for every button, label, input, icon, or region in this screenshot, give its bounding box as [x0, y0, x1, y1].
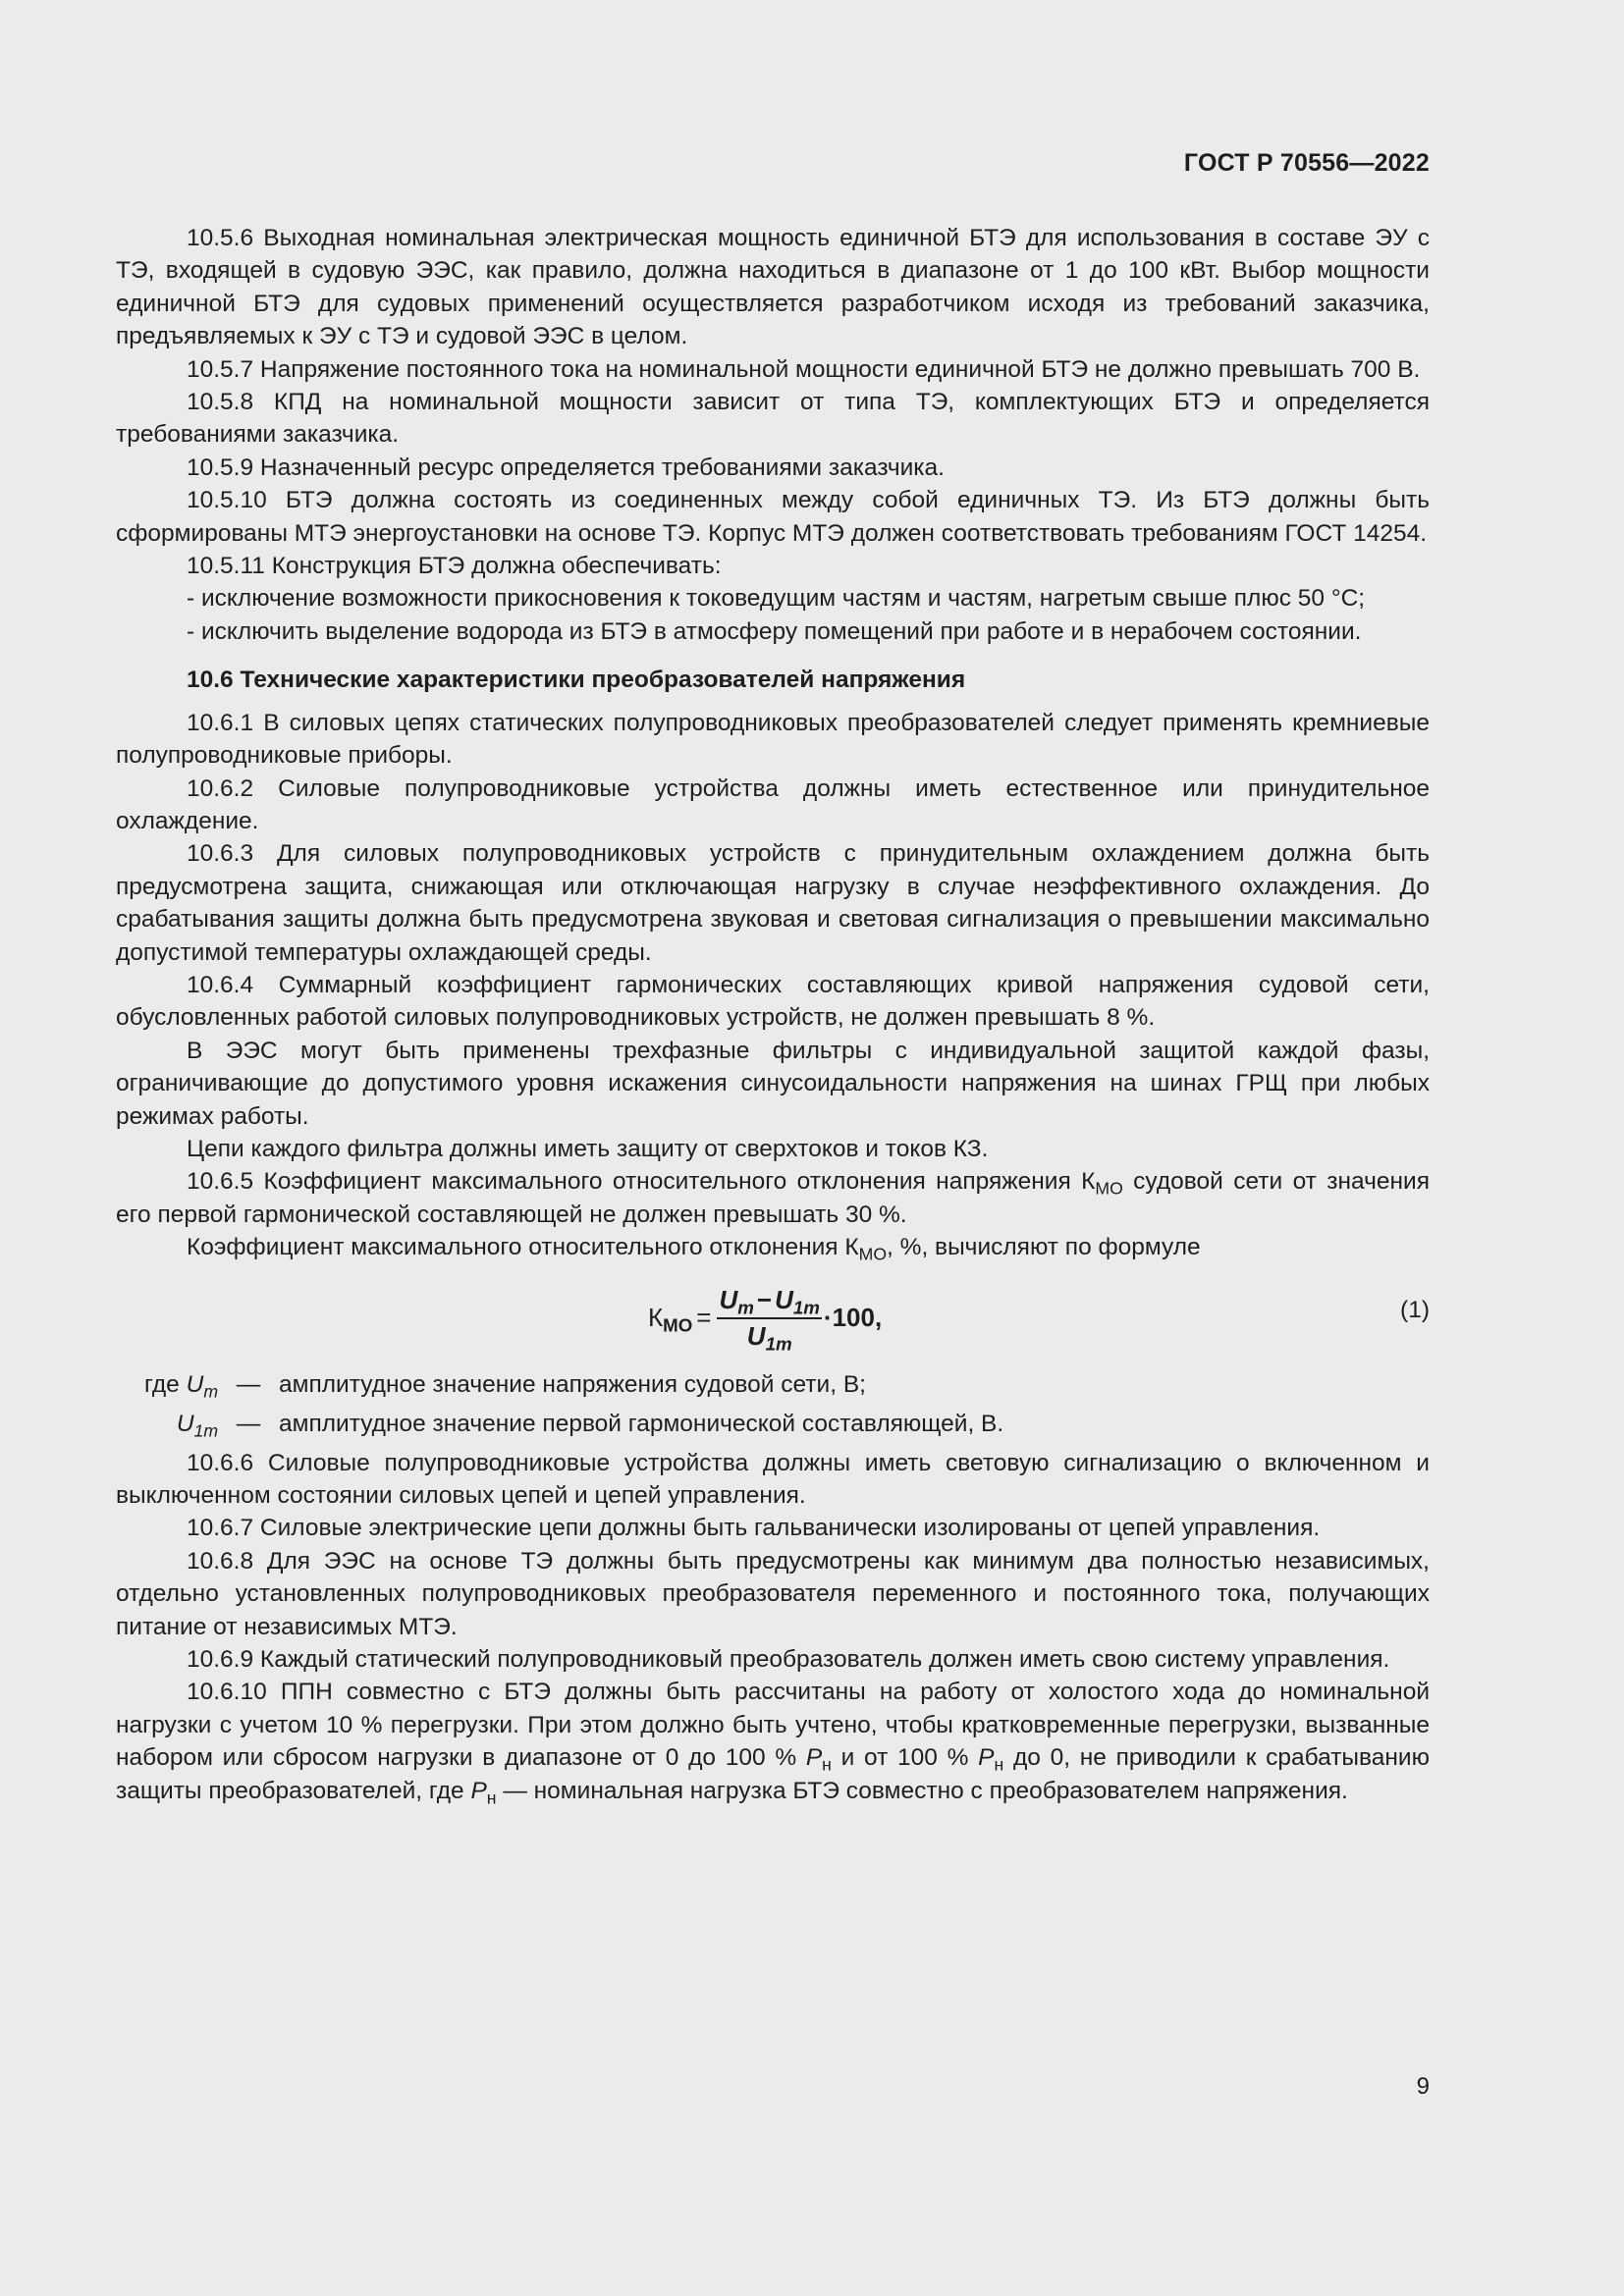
paragraph-10-6-3: 10.6.3 Для силовых полупроводниковых устройств с принудительным охлаждением должна быть предусмотрена защита, снижающая или отключающая нагрузку в случае неэффективного охлаждения. До срабатывания защиты должна быть предусмотрена звуковая и световая сигнализация о превышении максимально допустимой температуры охлаждающей среды. [116, 840, 1430, 966]
paragraph-10-6-8: 10.6.8 Для ЭЭС на основе ТЭ должны быть предусмотрены как минимум два полностью независимых, отдельно установленных полупроводниковых преобразователя переменного и постоянного тока, получающих питание от независимых МТЭ. [116, 1547, 1430, 1640]
paragraph-10-6-5: 10.6.5 Коэффициент максимального относительного отклонения напряжения $К_{МО}$ судовой сети от значения его первой гармонической составляющей не должен превышать 30 %. [116, 1168, 1431, 1228]
formula-number: (1) [1400, 1296, 1430, 1323]
paragraph-10-5-7: 10.5.7 Напряжение постоянного тока на номинальной мощности единичной БТЭ не должно превышать 700 В. [187, 355, 1421, 383]
paragraph-10-5-6: 10.5.6 Выходная номинальная электрическая мощность единичной БТЭ для использования в составе ЭУ с ТЭ, входящей в судовую ЭЭС, как правило, должна находиться в диапазоне от 1 до 100 кВт. Выбор мощности единичной БТЭ для судовых применений осуществляется разработчиком исходя из требований заказчика, предъявляемых к ЭУ с ТЭ и судовой ЭЭС в целом. [116, 225, 1430, 350]
definitions-list [116, 1368, 1430, 1447]
paragraph-10-6-7: 10.6.7 Силовые электрические цепи должны быть гальванически изолированы от цепей управления. [187, 1515, 1321, 1542]
formula-block [116, 1272, 1430, 1362]
formula: $К_{МО}$ = $\frac{U_m - U_{1m}}{U_{1m}}$ ·100, [648, 1284, 883, 1355]
section-heading: 10.6 Технические характеристики преобразователей напряжения [187, 667, 966, 694]
document-body [116, 222, 1430, 1807]
paragraph-10-5-10: 10.5.10 БТЭ должна состоять из соединенных между собой единичных ТЭ. Из БТЭ должны быть сформированы МТЭ энергоустановки на основе ТЭ. Корпус МТЭ должен соответствовать требованиям ГОСТ 14254. [116, 487, 1430, 547]
definition-row: где $U_m$ — амплитудное значение напряжения судовой сети, В; [144, 1370, 866, 1401]
paragraph-10-6-1: 10.6.1 В силовых цепях статических полупроводниковых преобразователей следует применять кремниевые полупроводниковые приборы. [116, 709, 1430, 770]
paragraph-10-6-4: 10.6.4 Суммарный коэффициент гармонических составляющих кривой напряжения судовой сети, обусловленных работой силовых полупроводниковых устройств, не должен превышать 8 %. [116, 971, 1430, 1032]
paragraph-10-5-8: 10.5.8 КПД на номинальной мощности зависит от типа ТЭ, комплектующих БТЭ и определяется требованиями заказчика. [116, 389, 1430, 449]
document-header: ГОСТ Р 70556—2022 [1183, 149, 1430, 177]
paragraph-10-5-11: 10.5.11 Конструкция БТЭ должна обеспечивать: [187, 553, 722, 580]
definition-row: $U_{1m}$ — амплитудное значение первой гармонической составляющей, В. [176, 1410, 1004, 1440]
paragraph-filter-protection: Цепи каждого фильтра должны иметь защиту от сверхтоков и токов КЗ. [187, 1135, 989, 1162]
formula-fraction [717, 1284, 821, 1354]
paragraph-filters: В ЭЭС могут быть применены трехфазные фильтры с индивидуальной защитой каждой фазы, ограничивающие до допустимого уровня искажения синусоидальности напряжения на шинах ГРЩ при любых режимах работы. [116, 1037, 1430, 1130]
paragraph-10-6-2: 10.6.2 Силовые полупроводниковые устройства должны иметь естественное или принудительное охлаждение. [116, 774, 1430, 834]
paragraph-10-5-9: 10.5.9 Назначенный ресурс определяется требованиями заказчика. [187, 454, 945, 481]
paragraph-10-6-9: 10.6.9 Каждый статический полупроводниковый преобразователь должен иметь свою систему управления. [187, 1646, 1390, 1674]
list-item: - исключить выделение водорода из БТЭ в атмосферу помещений при работе и в нерабочем состоянии. [187, 617, 1362, 645]
page-number: 9 [1416, 2073, 1430, 2100]
formula-lhs: $К_{МО}$ [648, 1303, 693, 1336]
paragraph-10-6-10: 10.6.10 ППН совместно с БТЭ должны быть рассчитаны на работу от холостого хода до номинальной нагрузки с учетом 10 % перегрузки. При этом должно быть учтено, чтобы кратковременные перегрузки, вызванные набором или сбросом нагрузки в диапазоне от 0 до 100 % $Р_н$ и от 100 % $Р_н$ до 0, не приводили к срабатыванию защиты преобразователей, где $Р_н$ — номинальная нагрузка БТЭ совместно с преобразователем напряжения. [116, 1679, 1430, 1807]
paragraph-10-6-6: 10.6.6 Силовые полупроводниковые устройства должны иметь световую сигнализацию о включенном и выключенном состоянии силовых цепей и цепей управления. [116, 1449, 1430, 1509]
formula-numerator: $U_m - U_{1m}$ [719, 1284, 820, 1318]
paragraph-formula-intro: Коэффициент максимального относительного отклонения $К_{МО}$, %, вычисляют по формуле [187, 1234, 1201, 1264]
formula-denominator: $U_{1m}$ [746, 1321, 792, 1355]
list-item: - исключение возможности прикосновения к токоведущим частям и частям, нагретым свыше плюс 50 °С; [187, 585, 1366, 613]
